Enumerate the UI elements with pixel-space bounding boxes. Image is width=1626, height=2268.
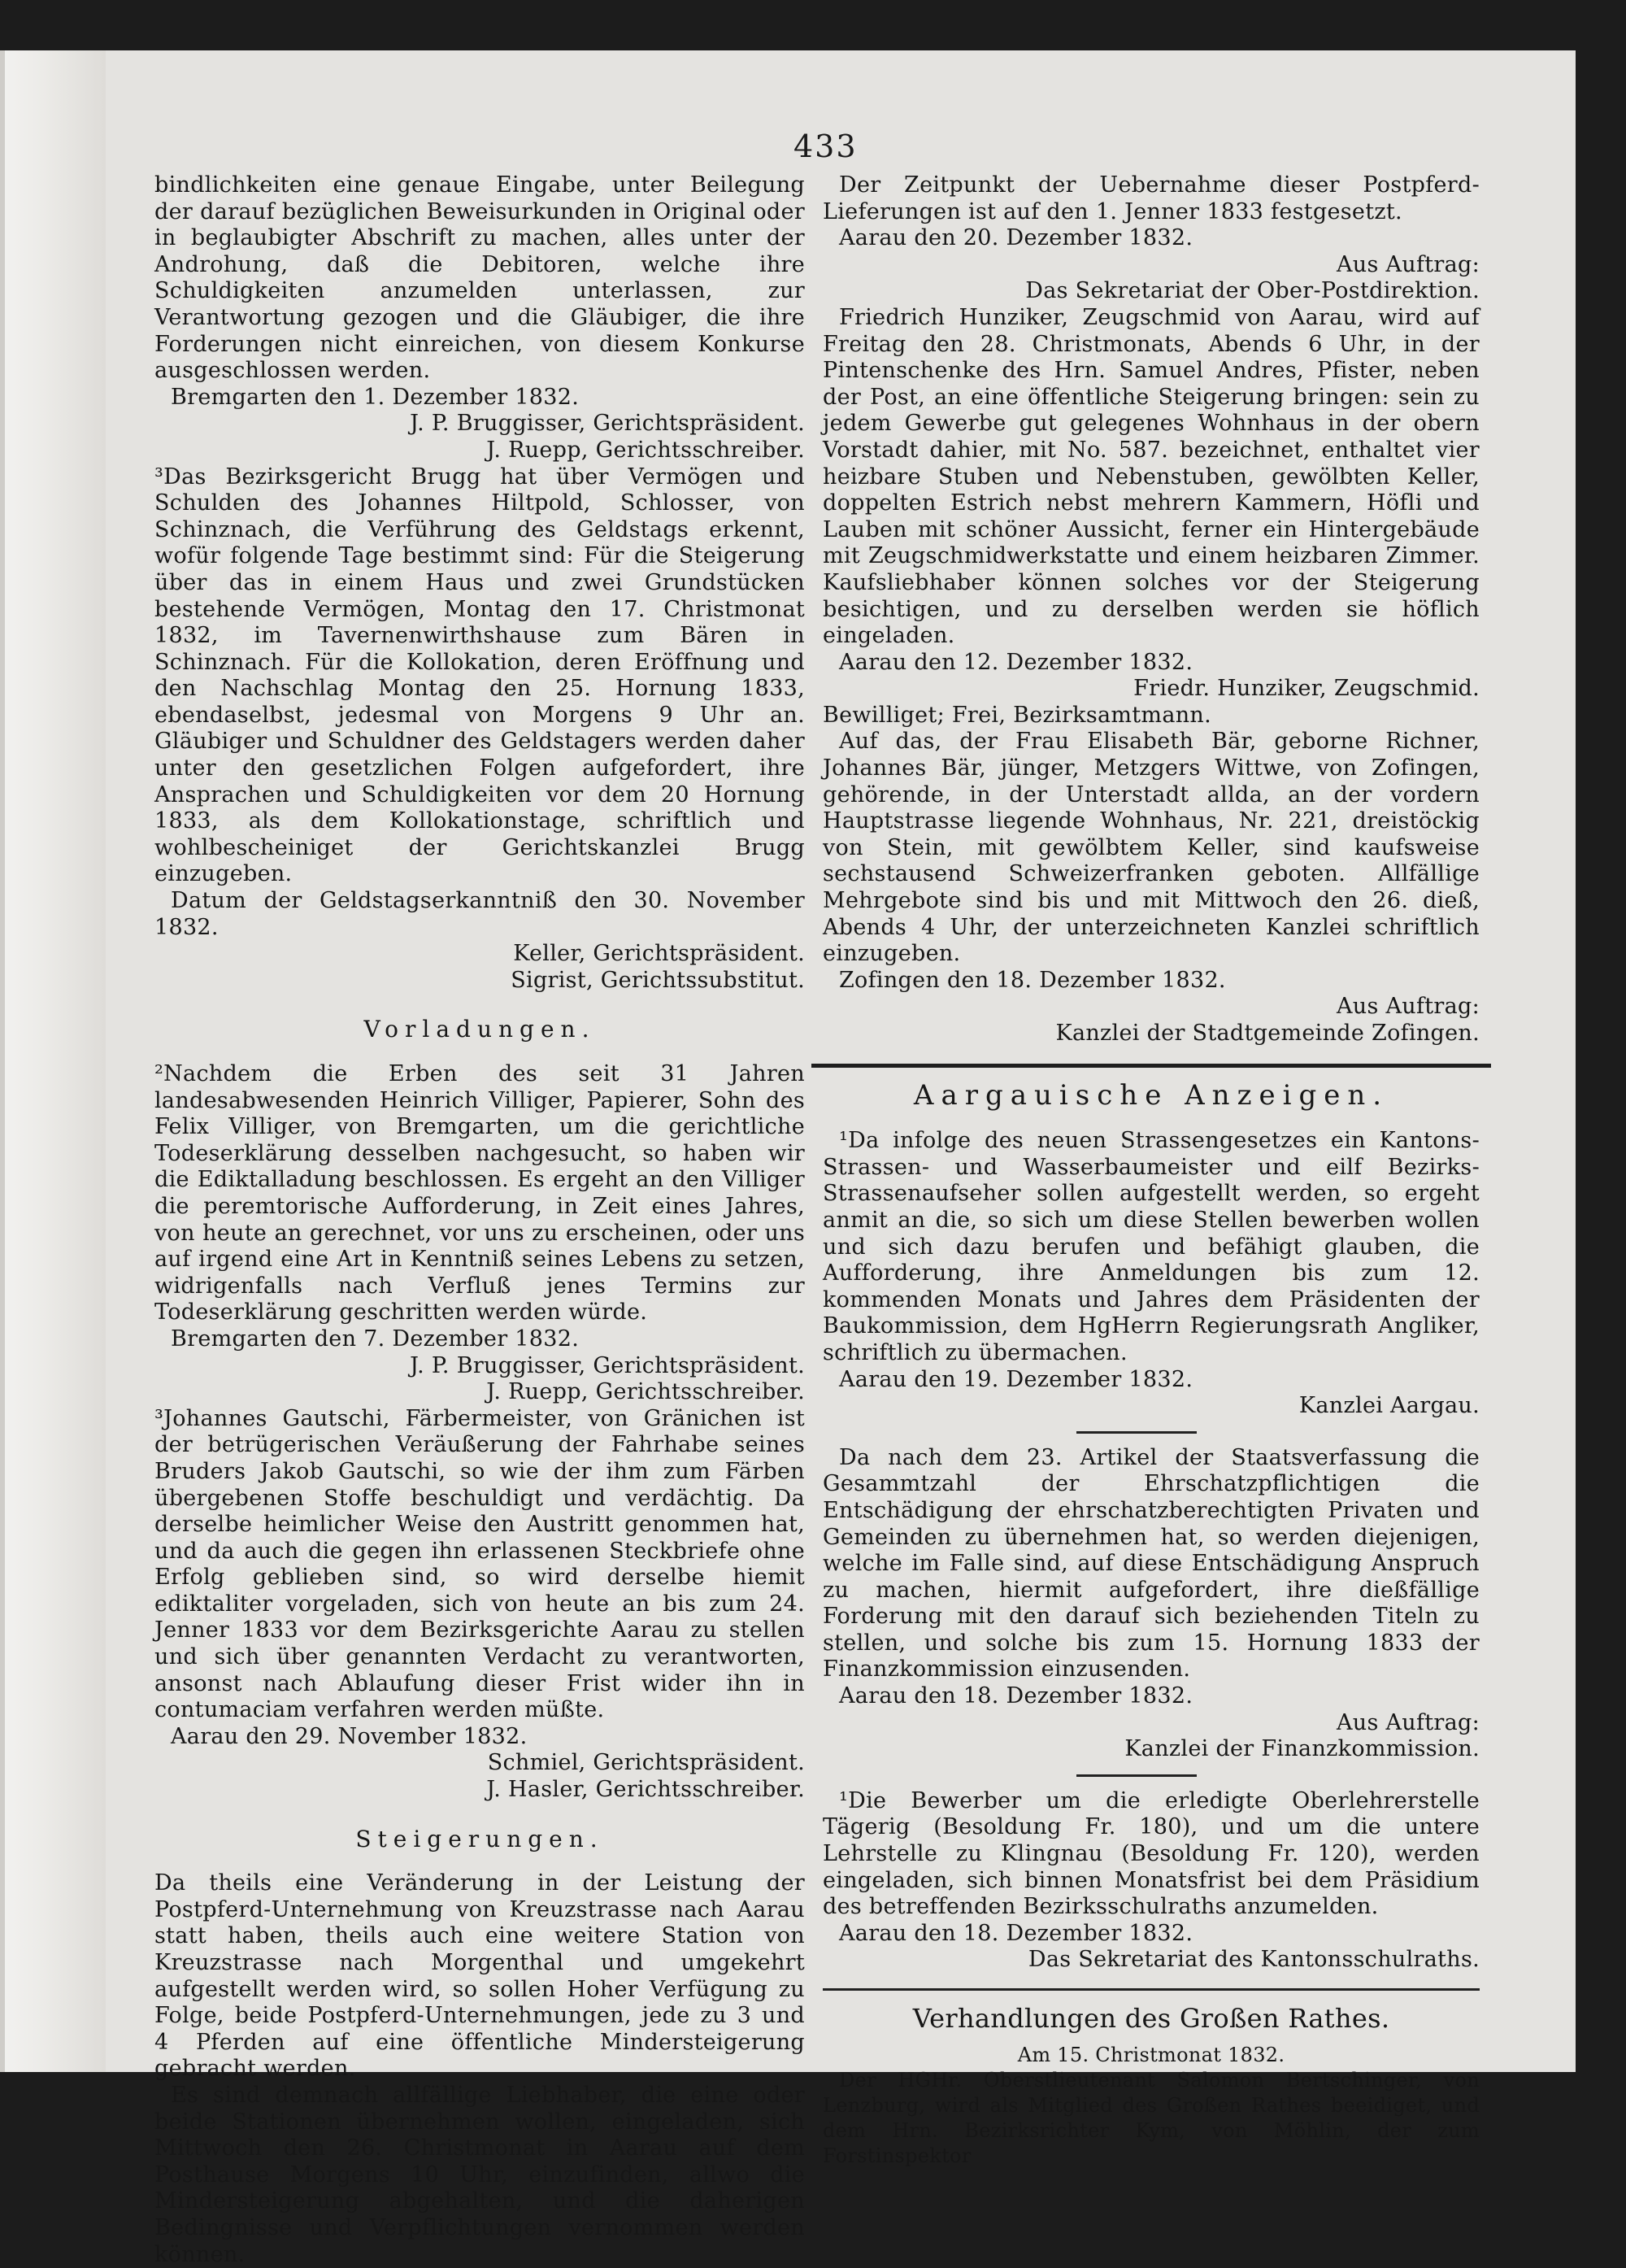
page-number: 433 <box>793 128 858 164</box>
section-heading-aargauische-anzeigen: Aargauische Anzeigen. <box>913 1078 1389 1112</box>
steigerung-notice: Da theils eine Veränderung in der Leistung der Postpferd-Unternehmung von Kreuzstrasse nach Aarau statt haben, theils auch eine weitere Station von Kreuzstrasse nach Morgenthal und umgekehrt aufgestellt werden wird, so sollen Hoher Verfügung zu Folge, beide Postpferd-Unternehmungen, jede zu 3 und 4 Pferden auf eine öffentliche Mindersteigerung gebracht werden. <box>154 1870 805 2082</box>
section-heading-steigerungen: Steigerungen. <box>355 1825 604 1852</box>
notice-date: Aarau den 29. November 1832. <box>171 1723 528 1749</box>
notice-divider <box>1076 1431 1197 1434</box>
house-auction-notice: Friedrich Hunziker, Zeugschmid von Aarau, wird auf Freitag den 28. Christmonats, Abends 6 Uhr, in der Pintenschenke des Hrn. Samuel Andres, Pfister, neben der Post, an eine öffentliche Steigerung bringen: sein zu jedem Gewerbe gut gelegenes Wohnhaus in der obern Vorstadt dahier, mit No. 587. bezeichnet, enthaltet vier heizbare Stuben und Nebenstuben, gewölbten Keller, doppelten Estrich nebst mehrern Kammern, Höfli und Lauben mit schöner Aussicht, ferner ein Hintergebäude mit Zeugschmidwerkstatte und einem heizbaren Zimmer. Kaufsliebhaber können solches vor der Steigerung besichtigen, und zu derselben werden sie höflich eingeladen. <box>823 304 1480 649</box>
steigerung-notice-continued: Der Zeitpunkt der Uebernahme dieser Postpferd-Lieferungen ist auf den 1. Jenner 1833 festgesetzt. <box>823 172 1480 224</box>
section-divider <box>823 1988 1480 1991</box>
school-notice: ¹Die Bewerber um die erledigte Oberlehrerstelle Tägerig (Besoldung Fr. 180), und um die untere Lehrstelle zu Klingnau (Besoldung Fr. 120), werden eingeladen, sich binnen Monatsfrist bei dem Präsidium des betreffenden Bezirksschulraths anzumelden. <box>823 1787 1480 1920</box>
notice-divider <box>1076 1774 1197 1777</box>
notice-signature: Kanzlei der Finanzkommission. <box>1124 1736 1480 1762</box>
notice-signature: Sigrist, Gerichtssubstitut. <box>511 967 805 993</box>
notice-date: Aarau den 18. Dezember 1832. <box>839 1920 1193 1946</box>
notice-signature: Keller, Gerichtspräsident. <box>513 941 805 967</box>
notice-signature: J. P. Bruggisser, Gerichtspräsident. <box>410 411 805 437</box>
notice-signature: Aus Auftrag: <box>1336 251 1480 277</box>
notice-signature: J. Ruepp, Gerichtsschreiber. <box>486 437 805 463</box>
vorladung-notice: ²Nachdem die Erben des seit 31 Jahren landesabwesenden Heinrich Villiger, Papierer, Sohn des Felix Villiger, von Bremgarten, um die gerichtliche Todeserklärung desselben nachgesucht, so haben wir die Ediktalladung beschlossen. Es ergeht an den Villiger die peremtorische Aufforderung, in Zeit eines Jahres, von heute an gerechnet, vor uns zu erscheinen, oder uns auf irgend eine Art in Kenntniß seines Lebens zu setzen, widrigenfalls nach Verfluß jenes Termins zur Todeserklärung geschritten werden würde. <box>154 1061 805 1326</box>
verhandlungen-text: Der HGHr. Oberstlieutenant Salomon Bertschinger, von Lenzburg, wird als Mitglied des Großen Rathes beeidiget, und dem Hrn. Bezirksrichter Kym, von Möhlin, der zum Forstinspektor <box>823 2069 1480 2168</box>
house-sale-notice: Auf das, der Frau Elisabeth Bär, geborne Richner, Johannes Bär, jünger, Metzgers Wittwe, von Zofingen, gehörende, in der Unterstadt allda, an der vordern Hauptstrasse liegende Wohnhaus, Nr. 221, dreistöckig von Stein, mit gewölbtem Keller, sind kaufsweise sechstausend Schweizerfranken geboten. Allfällige Mehrgebote sind bis und mit Mittwoch den 26. dieß, Abends 4 Uhr, der unterzeichneten Kanzlei schriftlich einzugeben. <box>823 729 1480 967</box>
notice-signature: J. Hasler, Gerichtsschreiber. <box>486 1777 805 1803</box>
newspaper-page <box>0 50 1576 2267</box>
session-date: Am 15. Christmonat 1832. <box>1017 2043 1285 2066</box>
approval-line: Bewilliget; Frei, Bezirksamtmann. <box>823 702 1211 728</box>
section-heading-verhandlungen: Verhandlungen des Großen Rathes. <box>912 2003 1390 2034</box>
notice-signature: Kanzlei Aargau. <box>1298 1393 1480 1419</box>
left-column <box>154 172 805 2268</box>
notice-signature: Aus Auftrag: <box>1336 994 1480 1020</box>
notice-signature: Das Sekretariat des Kantonsschulraths. <box>1028 1947 1480 1973</box>
notice-date: Aarau den 12. Dezember 1832. <box>839 649 1193 675</box>
notice-date: Aarau den 18. Dezember 1832. <box>839 1683 1193 1709</box>
notice-signature: Friedr. Hunziker, Zeugschmid. <box>1133 676 1480 702</box>
ehrschatz-notice: Da nach dem 23. Artikel der Staatsverfassung die Gesammtzahl der Ehrschatzpflichtigen die Entschädigung der ehrschatzberechtigten Privaten und Gemeinden zu übernehmen hat, so werden diejenigen, welche im Falle sind, auf diese Entschädigung Anspruch zu machen, hiermit aufgefordert, ihre dießfällige Forderung mit den darauf sich beziehenden Titeln zu stellen, und solche bis zum 15. Hornung 1833 der Finanzkommission einzusenden. <box>823 1444 1480 1682</box>
notice-date: Zofingen den 18. Dezember 1832. <box>839 967 1226 993</box>
steigerung-notice: Es sind demnach allfällige Liebhaber, die eine oder beide Stationen übernehmen wollen, eingeladen, sich Mittwoch den 26. Christmonat in Aarau auf dem Posthause Morgens 10 Uhr, einzufinden, allwo die Mindersteigerung abgehalten, und die daherigen Bedingnisse und Verpflichtungen vernommen werden können. <box>154 2082 805 2267</box>
notice-date: Bremgarten den 1. Dezember 1832. <box>171 384 580 410</box>
notice-signature: J. P. Bruggisser, Gerichtspräsident. <box>410 1352 805 1378</box>
vorladung-notice: ³Johannes Gautschi, Färbermeister, von Gränichen ist der betrügerischen Veräußerung der Fahrhabe seines Bruders Jakob Gautschi, so wie der ihm zum Färben übergebenen Stoffe beschuldigt und verdächtig. Da derselbe heimlicher Weise den Austritt genommen hat, und da auch die gegen ihn erlassenen Steckbriefe ohne Erfolg geblieben sind, so wird derselbe hiemit ediktaliter vorgeladen, sich von heute an bis zum 24. Jenner 1833 vor dem Bezirksgerichte Aarau zu stellen und sich über genannten Verdacht zu verantworten, ansonst nach Ablaufung dieser Frist wider ihn in contumaciam verfahren werden müßte. <box>154 1405 805 1723</box>
binding-edge <box>0 50 5 2072</box>
geldstag-notice: ³Das Bezirksgericht Brugg hat über Vermögen und Schulden des Johannes Hiltpold, Schlosser, von Schinznach, die Verführung des Geldstags erkennt, wofür folgende Tage bestimmt sind: Für die Steigerung über das in einem Haus und zwei Grundstücken bestehende Vermögen, Montag den 17. Christmonat 1832, im Tavernenwirthshause zum Bären in Schinznach. Für die Kollokation, deren Eröffnung und den Nachschlag Montag den 25. Hornung 1833, ebendaselbst, jedesmal von Morgens 9 Uhr an. Gläubiger und Schuldner des Geldstagers werden daher unter den gesetzlichen Folgen aufgefordert, ihre Ansprachen und Schuldigkeiten vor dem 20 Hornung 1833, als dem Kollokationstage, schriftlich und wohlbescheiniget der Gerichtskanzlei Brugg einzugeben. <box>154 464 805 887</box>
notice-signature: Das Sekretariat der Ober-Postdirektion. <box>1025 278 1480 304</box>
section-divider <box>811 1064 1491 1068</box>
notice-date: Bremgarten den 7. Dezember 1832. <box>171 1326 580 1352</box>
right-column <box>823 172 1480 2169</box>
notice-signature: Schmiel, Gerichtspräsident. <box>487 1750 805 1776</box>
notice-signature: J. Ruepp, Gerichtsschreiber. <box>486 1379 805 1405</box>
notice-signature: Kanzlei der Stadtgemeinde Zofingen. <box>1055 1021 1480 1046</box>
notice-date: Aarau den 19. Dezember 1832. <box>839 1366 1193 1392</box>
notice-date: Datum der Geldstagserkanntniß den 30. November 1832. <box>154 888 805 940</box>
notice-date: Aarau den 20. Dezember 1832. <box>839 225 1193 251</box>
strassen-notice: ¹Da infolge des neuen Strassengesetzes ein Kantons-Strassen- und Wasserbaumeister und eilf Bezirks-Strassenaufseher sollen aufgestellt werden, so ergeht anmit an die, so sich um diese Stellen bewerben wollen und sich dazu berufen und befähigt glauben, die Aufforderung, ihre Anmeldungen bis zum 12. kommenden Monats und Jahres dem Präsidenten der Baukommission, dem HgHerrn Regierungsrath Angliker, schriftlich zu übermachen. <box>823 1128 1480 1365</box>
binding-margin <box>0 50 106 2072</box>
konkurs-notice-continued: bindlichkeiten eine genaue Eingabe, unter Beilegung der darauf bezüglichen Beweisurkunden in Original oder in beglaubigter Abschrift zu machen, alles unter der Androhung, daß die Debitoren, welche ihre Schuldigkeiten anzumelden unterlassen, zur Verantwortung gezogen und die Gläubiger, die ihre Forderungen nicht einreichen, von diesem Konkurse ausgeschlossen werden. <box>154 172 805 384</box>
notice-signature: Aus Auftrag: <box>1336 1709 1480 1735</box>
section-heading-vorladungen: Vorladungen. <box>363 1016 596 1043</box>
